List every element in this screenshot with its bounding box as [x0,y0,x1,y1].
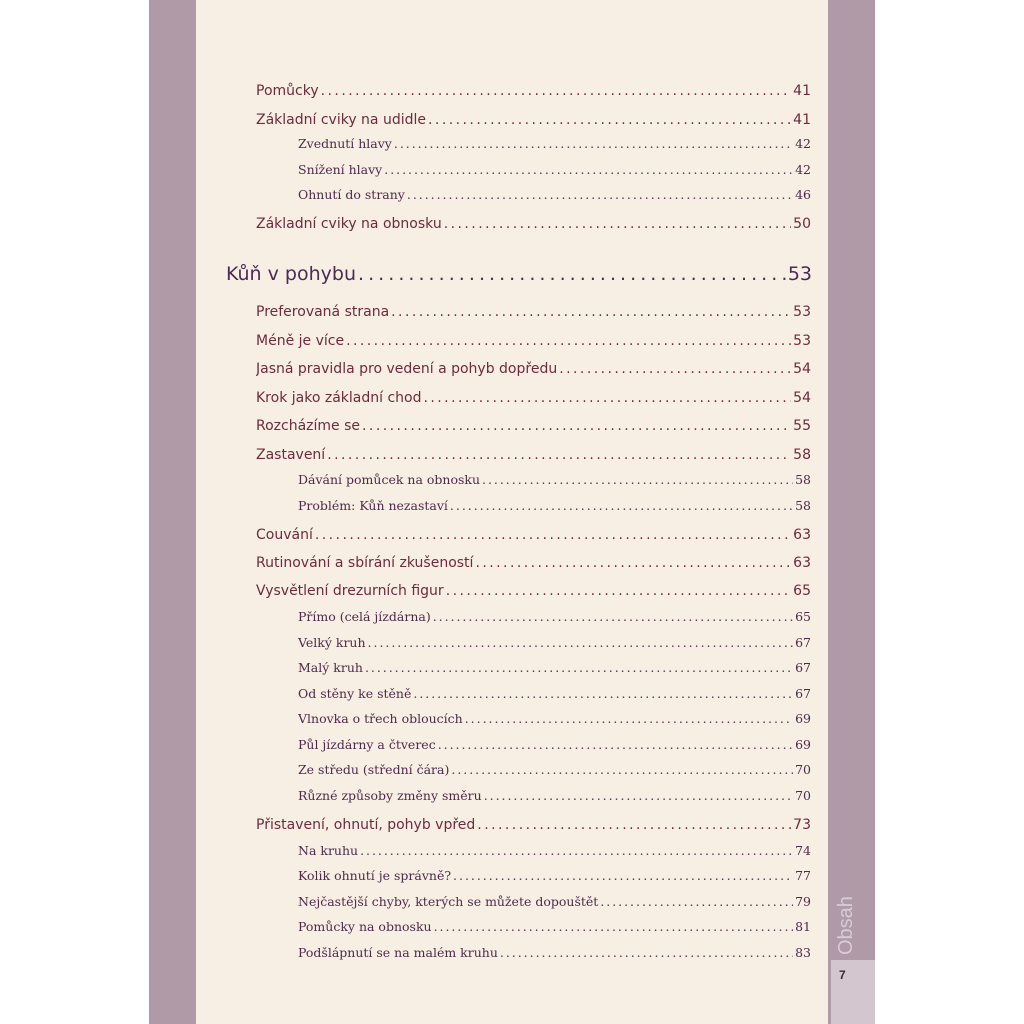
toc-subentry[interactable] [298,841,811,861]
toc-subentry[interactable] [298,943,811,963]
toc-entry-label: Malý kruh [298,660,363,675]
toc-entry[interactable] [256,444,811,466]
leader-dots [407,185,793,205]
toc-entry-page: 70 [795,762,811,777]
leader-dots [368,633,794,653]
leader-dots [413,684,793,704]
toc-entry-label: Od stěny ke stěně [298,686,412,701]
toc-entry-label: Přistavení, ohnutí, pohyb vpřed [256,817,476,833]
toc-entry-page: 63 [793,555,811,571]
toc-entry[interactable] [256,301,811,323]
leader-dots [384,160,793,180]
leader-dots [438,735,793,755]
leader-dots [450,496,793,516]
leader-dots [358,259,786,289]
toc-entry-label: Vysvětlení drezurních figur [256,583,444,599]
leader-dots [321,80,792,102]
toc-subentry[interactable] [298,866,811,886]
toc-entry-label: Zastavení [256,447,326,463]
toc-entry-page: 67 [795,635,811,650]
toc-entry-page: 79 [795,894,811,909]
toc-entry-label: Ohnutí do strany [298,187,405,202]
toc-subentry[interactable] [298,160,811,180]
toc-entry-page: 63 [793,527,811,543]
leader-dots [327,444,791,466]
toc-entry-label: Základní cviky na obnosku [256,216,442,232]
page-number: 7 [839,968,846,982]
leader-dots [362,415,791,437]
toc-subentry[interactable] [298,470,811,490]
leader-dots [315,524,791,546]
toc-entry-page: 83 [795,945,811,960]
leader-dots [360,841,793,861]
toc-entry-label: Kolik ohnutí je správně? [298,868,452,883]
toc-entry-label: Couvání [256,527,313,543]
toc-subentry[interactable] [298,134,811,154]
toc-entry-page: 77 [795,868,811,883]
leader-dots [500,943,793,963]
toc-subentry[interactable] [298,760,811,780]
toc-entry[interactable] [256,415,811,437]
toc-section-label: Kůň v pohybu [226,263,356,285]
toc-entry-page: 54 [793,361,811,377]
toc-entry-label: Rozcházíme se [256,418,361,434]
toc-entry-page: 42 [795,136,811,151]
page-border [149,0,875,1024]
toc-entry-label: Přímo (celá jízdárna) [298,609,431,624]
toc-entry-label: Snížení hlavy [298,162,383,177]
toc-entry-label: Ze středu (střední čára) [298,762,450,777]
toc-entry-page: 65 [795,609,811,624]
toc-entry-page: 58 [793,447,811,463]
leader-dots [451,760,793,780]
toc-subentry[interactable] [298,658,811,678]
leader-dots [444,213,791,235]
toc-subentry[interactable] [298,786,811,806]
table-of-contents [196,0,828,1024]
leader-dots [477,814,791,836]
toc-subentry[interactable] [298,496,811,516]
toc-entry-label: Půl jízdárny a čtverec [298,737,436,752]
toc-entry-label: Pomůcky [256,83,319,99]
toc-entry-label: Problém: Kůň nezastaví [298,498,448,513]
leader-dots [433,607,793,627]
toc-entry-page: 69 [795,711,811,726]
toc-entry-label: Podšlápnutí se na malém kruhu [298,945,498,960]
leader-dots [600,892,793,912]
toc-entry-page: 41 [793,83,811,99]
leader-dots [423,387,791,409]
toc-entry-page: 53 [793,304,811,320]
toc-subentry[interactable] [298,709,811,729]
toc-entry-label: Velký kruh [298,635,366,650]
leader-dots [484,786,793,806]
toc-entry[interactable] [256,213,811,235]
toc-entry-page: 69 [795,737,811,752]
toc-entry-page: 42 [795,162,811,177]
toc-entry-label: Preferovaná strana [256,304,390,320]
page-content [196,0,828,1024]
toc-entry[interactable] [256,524,811,546]
side-tab-label: Obsah [835,896,857,955]
toc-entry-page: 73 [793,817,811,833]
toc-entry-page: 50 [793,216,811,232]
toc-section[interactable] [226,259,812,289]
leader-dots [434,917,794,937]
toc-subentry[interactable] [298,607,811,627]
toc-entry-page: 53 [793,333,811,349]
toc-entry[interactable] [256,552,811,574]
toc-subentry[interactable] [298,185,811,205]
toc-entry[interactable] [256,330,811,352]
toc-subentry[interactable] [298,684,811,704]
toc-entry-label: Zvednutí hlavy [298,136,392,151]
toc-entry-label: Dávání pomůcek na obnosku [298,472,481,487]
toc-section-page: 53 [787,263,812,285]
leader-dots [428,109,791,131]
toc-entry-label: Méně je více [256,333,345,349]
leader-dots [394,134,793,154]
toc-subentry[interactable] [298,633,811,653]
toc-entry-page: 58 [795,472,811,487]
toc-entry-page: 65 [793,583,811,599]
leader-dots [559,358,791,380]
toc-entry[interactable] [256,580,811,602]
toc-entry-page: 55 [793,418,811,434]
toc-entry-page: 81 [795,919,811,934]
toc-entry-page: 58 [795,498,811,513]
toc-entry-page: 54 [793,390,811,406]
leader-dots [391,301,791,323]
leader-dots [346,330,791,352]
toc-entry[interactable] [256,387,811,409]
page-number-box [831,960,875,1024]
toc-entry-label: Různé způsoby změny směru [298,788,482,803]
toc-entry-page: 67 [795,660,811,675]
toc-entry-label: Rutinování a sbírání zkušeností [256,555,474,571]
toc-entry[interactable] [256,80,811,102]
toc-entry[interactable] [256,109,811,131]
toc-entry-page: 41 [793,112,811,128]
toc-entry-page: 70 [795,788,811,803]
toc-subentry[interactable] [298,892,811,912]
toc-entry[interactable] [256,358,811,380]
toc-entry-label: Krok jako základní chod [256,390,422,406]
toc-entry-label: Pomůcky na obnosku [298,919,432,934]
toc-entry-label: Jasná pravidla pro vedení a pohyb dopředu [256,361,558,377]
leader-dots [465,709,793,729]
toc-entry[interactable] [256,814,811,836]
leader-dots [475,552,791,574]
toc-entry-page: 46 [795,187,811,202]
leader-dots [453,866,793,886]
leader-dots [482,470,793,490]
toc-entry-label: Na kruhu [298,843,359,858]
leader-dots [365,658,793,678]
toc-entry-label: Vlnovka o třech obloucích [298,711,463,726]
toc-subentry[interactable] [298,917,811,937]
toc-subentry[interactable] [298,735,811,755]
toc-entry-page: 67 [795,686,811,701]
leader-dots [446,580,791,602]
toc-entry-label: Základní cviky na udidle [256,112,427,128]
toc-entry-page: 74 [795,843,811,858]
toc-entry-label: Nejčastější chyby, kterých se můžete dopouštět [298,894,599,909]
